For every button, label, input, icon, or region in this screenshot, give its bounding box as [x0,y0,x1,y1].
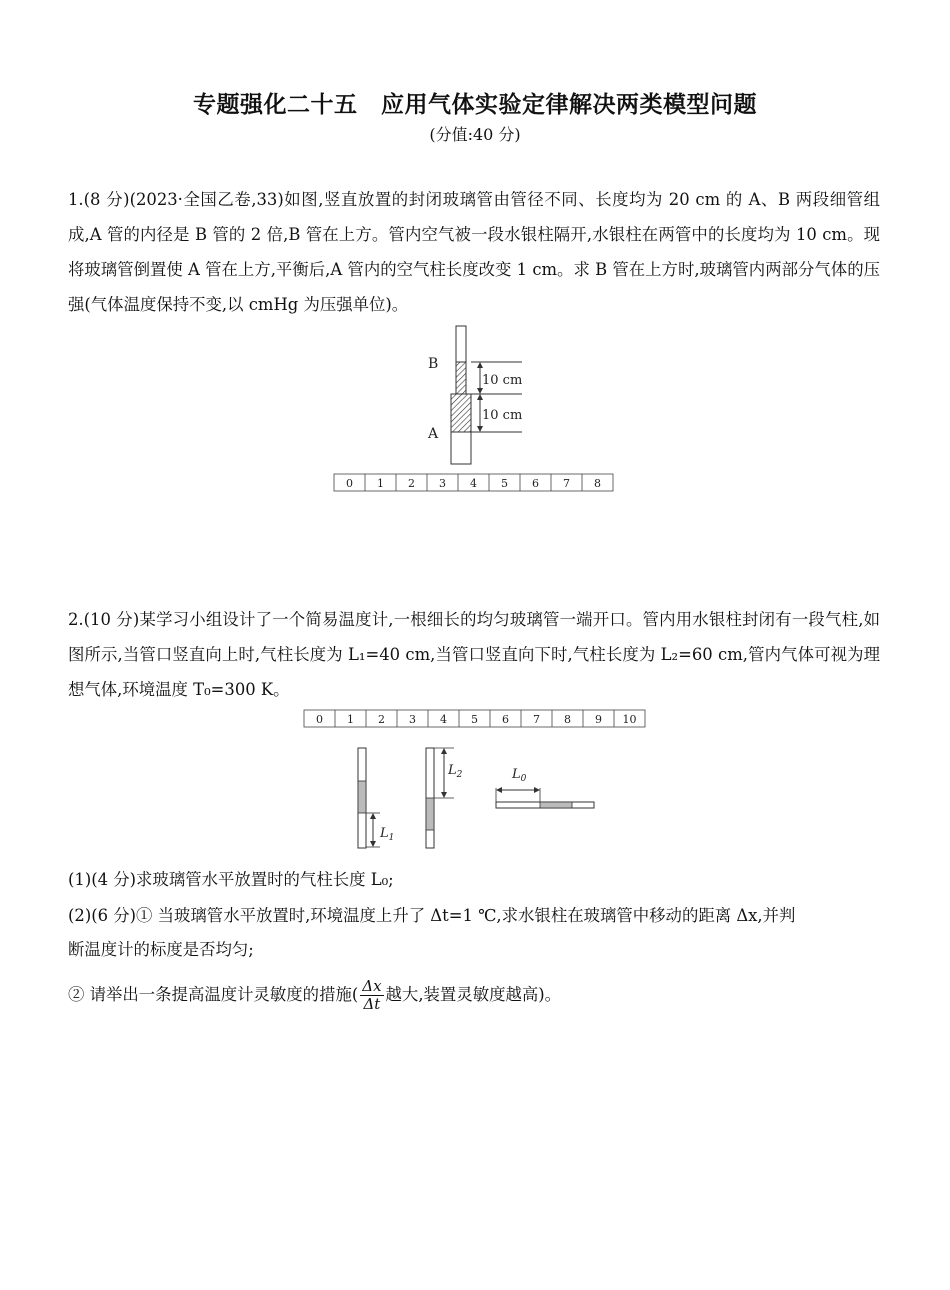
label-b: B [428,356,439,372]
ruler-tick-label: 2 [378,713,385,726]
fraction-numerator: Δx [362,977,382,995]
label-l0: L [512,767,521,782]
ruler-tick-label: 10 [622,713,637,726]
dim-lower-label: 10 cm [482,408,523,423]
svg-text:L0 [511,767,527,784]
ruler-tick-label: 7 [533,713,540,726]
label-l1: L [380,826,389,841]
ruler-tick-label: 8 [594,477,601,490]
item-2-suffix: 越大,装置灵敏度越高)。 [385,985,562,1004]
svg-text:L2 [447,763,463,780]
mercury-b [456,362,466,394]
question-2-part-2-item-2 [68,978,561,1013]
ruler-1 [334,474,613,491]
ruler-tick-label: 5 [501,477,508,490]
page-title: 专题强化二十五 应用气体实验定律解决两类模型问题 [193,92,757,118]
ruler-tick-label: 0 [346,477,353,490]
ruler-tick-label: 1 [377,477,384,490]
ruler-tick-label: 6 [532,477,539,490]
ruler-tick-label: 4 [440,713,447,726]
svg-text:L1 [379,826,394,843]
label-l2: L [448,763,457,778]
label-l1-sub: 1 [388,833,395,843]
ruler-tick-label: 8 [564,713,571,726]
ruler-tick-label: 6 [502,713,509,726]
ruler-tick-label: 1 [347,713,354,726]
question-1-figure [330,322,630,498]
mercury-inverted [426,798,434,830]
label-l2-sub: 2 [456,770,463,780]
item-2-prefix: ② 请举出一条提高温度计灵敏度的措施( [68,985,359,1004]
label-l0-sub: 0 [520,774,527,784]
score-note: (分值:40 分) [429,125,521,144]
ruler-tick-label: 5 [471,713,478,726]
mercury-a [451,394,471,432]
question-2-part-2-line-1: (2)(6 分)① 当玻璃管水平放置时,环境温度上升了 Δt=1 ℃,求水银柱在玻璃管中移动的距离 Δx,并判 [68,906,796,925]
question-2-figure [300,706,652,852]
ruler-tick-label: 7 [563,477,570,490]
ruler-tick-label: 0 [316,713,323,726]
dim-upper-label: 10 cm [482,373,523,388]
ruler-tick-label: 4 [470,477,477,490]
question-1-text: 1.(8 分)(2023·全国乙卷,33)如图,竖直放置的封闭玻璃管由管径不同、长度均为 20 cm 的 A、B 两段细管组成,A 管的内径是 B 管的 2 倍,B 管在上方。管内空气被一段水银柱隔开,水银柱在两管中的长度均为 10 cm。现将玻璃管倒置使 A 管在上方,平衡后,A 管内的空气柱长度改变 1 cm。求 B 管在上方时,玻璃管内两部分气体的压强(气体温度保持不变,以 cmHg 为压强单位)。 [68,190,880,314]
question-2-part-1: (1)(4 分)求玻璃管水平放置时的气柱长度 L₀; [68,870,394,889]
ruler-tick-label: 2 [408,477,415,490]
ruler-tick-label: 9 [595,713,602,726]
ruler-tick-label: 3 [409,713,416,726]
sensitivity-fraction [360,978,383,1013]
question-2-part-2-line-2: 断温度计的标度是否均匀; [68,940,254,959]
ruler-tick-label: 3 [439,477,446,490]
ruler-2 [304,710,645,727]
fraction-denominator: Δt [363,995,381,1013]
mercury-horizontal [540,802,572,808]
mercury-upright [358,781,366,813]
label-a: A [428,426,439,442]
question-2-text: 2.(10 分)某学习小组设计了一个简易温度计,一根细长的均匀玻璃管一端开口。管内用水银柱封闭有一段气柱,如图所示,当管口竖直向上时,气柱长度为 L₁=40 cm,当管口竖直向下时,气柱长度为 L₂=60 cm,管内气体可视为理想气体,环境温度 T₀=300 K。 [68,610,880,699]
